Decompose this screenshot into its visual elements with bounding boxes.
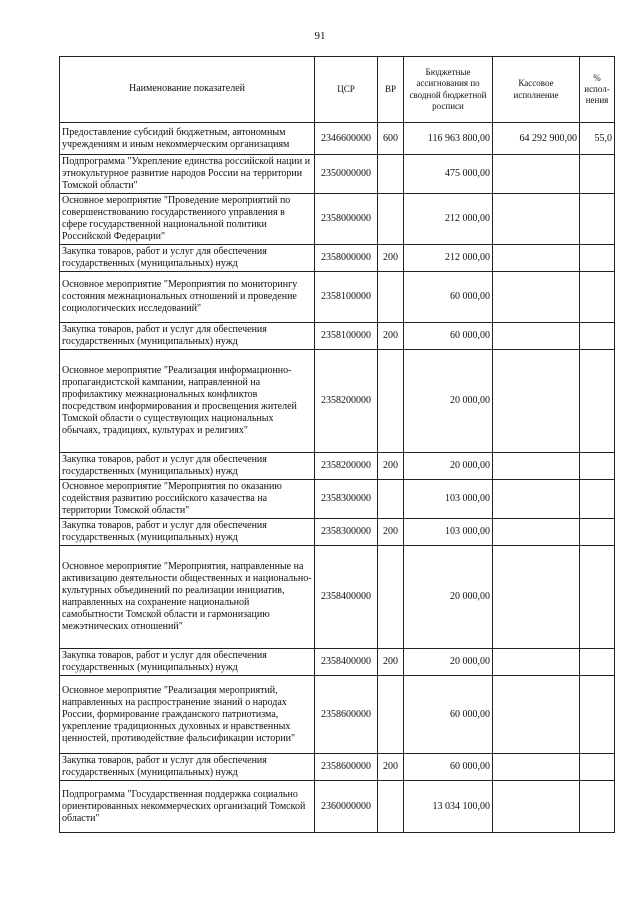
row-percent [580,155,615,194]
table-row [60,519,615,546]
row-cash [493,453,580,480]
table-row [60,194,615,245]
row-cash [493,272,580,323]
table-row [60,546,615,649]
row-percent [580,194,615,245]
row-name: Закупка товаров, работ и услуг для обеспечения государственных (муниципальных) нужд [60,519,315,546]
table-row [60,754,615,781]
row-name: Закупка товаров, работ и услуг для обеспечения государственных (муниципальных) нужд [60,754,315,781]
budget-table [59,56,615,833]
row-name: Основное мероприятие "Мероприятия, направленные на активизацию деятельности общественных и национально-культурных объединений по реализации инициатив, направленных на сохранение национальной самобытности Томской области и гармонизацию межэтнических отношений" [60,546,315,649]
row-budget: 103 000,00 [404,519,493,546]
table-row [60,781,615,833]
row-vr [378,155,404,194]
row-csr: 2360000000 [315,781,378,833]
header-percent: % испол-нения [580,57,615,123]
row-vr [378,350,404,453]
table-row [60,323,615,350]
row-percent [580,649,615,676]
row-csr: 2358100000 [315,323,378,350]
row-budget: 13 034 100,00 [404,781,493,833]
row-budget: 60 000,00 [404,323,493,350]
row-name: Закупка товаров, работ и услуг для обеспечения государственных (муниципальных) нужд [60,649,315,676]
row-csr: 2358100000 [315,272,378,323]
table-row [60,676,615,754]
row-csr: 2358000000 [315,194,378,245]
table-body [60,123,615,833]
row-percent [580,781,615,833]
row-cash [493,754,580,781]
row-cash [493,649,580,676]
table-row [60,649,615,676]
row-csr: 2358600000 [315,754,378,781]
table-row [60,453,615,480]
table-header [60,57,615,123]
row-vr: 200 [378,519,404,546]
row-budget: 60 000,00 [404,676,493,754]
row-vr: 200 [378,649,404,676]
page-number: 91 [314,30,326,42]
header-vr: ВР [378,57,404,123]
row-cash [493,350,580,453]
table-row [60,272,615,323]
row-name: Основное мероприятие "Реализация мероприятий, направленных на распространение знаний о народах России, формирование гражданского патриотизма, укрепление традиционных духовных и нравственных ценностей, противодействие фальсификации истории" [60,676,315,754]
row-name: Подпрограмма "Государственная поддержка социально ориентированных некоммерческих организаций Томской области" [60,781,315,833]
row-cash [493,546,580,649]
header-name: Наименование показателей [60,57,315,123]
row-csr: 2358300000 [315,480,378,519]
row-name: Подпрограмма "Укрепление единства российской нации и этнокультурное развитие народов России на территории Томской области" [60,155,315,194]
header-csr: ЦСР [315,57,378,123]
row-budget: 20 000,00 [404,350,493,453]
row-budget: 20 000,00 [404,649,493,676]
row-csr: 2358200000 [315,453,378,480]
row-name: Основное мероприятие "Мероприятия по мониторингу состояния межнациональных отношений и проведение социологических исследований" [60,272,315,323]
row-budget: 60 000,00 [404,754,493,781]
row-percent [580,245,615,272]
row-name: Основное мероприятие "Реализация информационно-пропагандистской кампании, направленной на профилактику межнациональных конфликтов посредством информирования и просвещения жителей Томской области о существующих национальных обычаях, традициях, культурах и религиях" [60,350,315,453]
row-name: Предоставление субсидий бюджетным, автономным учреждениям и иным некоммерческим организациям [60,123,315,155]
row-vr: 200 [378,245,404,272]
row-vr [378,480,404,519]
row-budget: 212 000,00 [404,245,493,272]
row-vr: 200 [378,453,404,480]
table-row [60,155,615,194]
row-cash [493,519,580,546]
row-budget: 103 000,00 [404,480,493,519]
row-percent [580,754,615,781]
row-budget: 20 000,00 [404,546,493,649]
row-name: Основное мероприятие "Проведение мероприятий по совершенствованию государственного управления в сфере государственной национальной политики Российской Федерации" [60,194,315,245]
row-csr: 2358200000 [315,350,378,453]
row-csr: 2346600000 [315,123,378,155]
row-name: Закупка товаров, работ и услуг для обеспечения государственных (муниципальных) нужд [60,453,315,480]
row-vr [378,781,404,833]
row-percent: 55,0 [580,123,615,155]
table-row [60,350,615,453]
row-name: Закупка товаров, работ и услуг для обеспечения государственных (муниципальных) нужд [60,323,315,350]
row-vr: 200 [378,323,404,350]
row-budget: 20 000,00 [404,453,493,480]
row-csr: 2358400000 [315,649,378,676]
row-percent [580,480,615,519]
row-cash [493,323,580,350]
row-cash [493,245,580,272]
row-budget: 212 000,00 [404,194,493,245]
row-cash [493,155,580,194]
table-row [60,245,615,272]
row-budget: 116 963 800,00 [404,123,493,155]
row-vr: 600 [378,123,404,155]
row-cash [493,480,580,519]
row-cash [493,781,580,833]
row-percent [580,350,615,453]
row-budget: 475 000,00 [404,155,493,194]
row-vr [378,546,404,649]
row-budget: 60 000,00 [404,272,493,323]
row-cash [493,194,580,245]
table-row [60,480,615,519]
row-name: Основное мероприятие "Мероприятия по оказанию содействия развитию российского казачества на территории Томской области" [60,480,315,519]
row-csr: 2358600000 [315,676,378,754]
table-row [60,123,615,155]
row-csr: 2358300000 [315,519,378,546]
row-cash [493,676,580,754]
row-vr: 200 [378,754,404,781]
row-cash: 64 292 900,00 [493,123,580,155]
row-csr: 2350000000 [315,155,378,194]
row-csr: 2358000000 [315,245,378,272]
row-percent [580,519,615,546]
row-percent [580,546,615,649]
header-budget: Бюджетные ассигнования по сводной бюджетной росписи [404,57,493,123]
row-percent [580,453,615,480]
row-vr [378,676,404,754]
row-vr [378,194,404,245]
header-cash: Кассовое исполнение [493,57,580,123]
row-percent [580,676,615,754]
row-percent [580,272,615,323]
row-name: Закупка товаров, работ и услуг для обеспечения государственных (муниципальных) нужд [60,245,315,272]
row-vr [378,272,404,323]
row-percent [580,323,615,350]
row-csr: 2358400000 [315,546,378,649]
